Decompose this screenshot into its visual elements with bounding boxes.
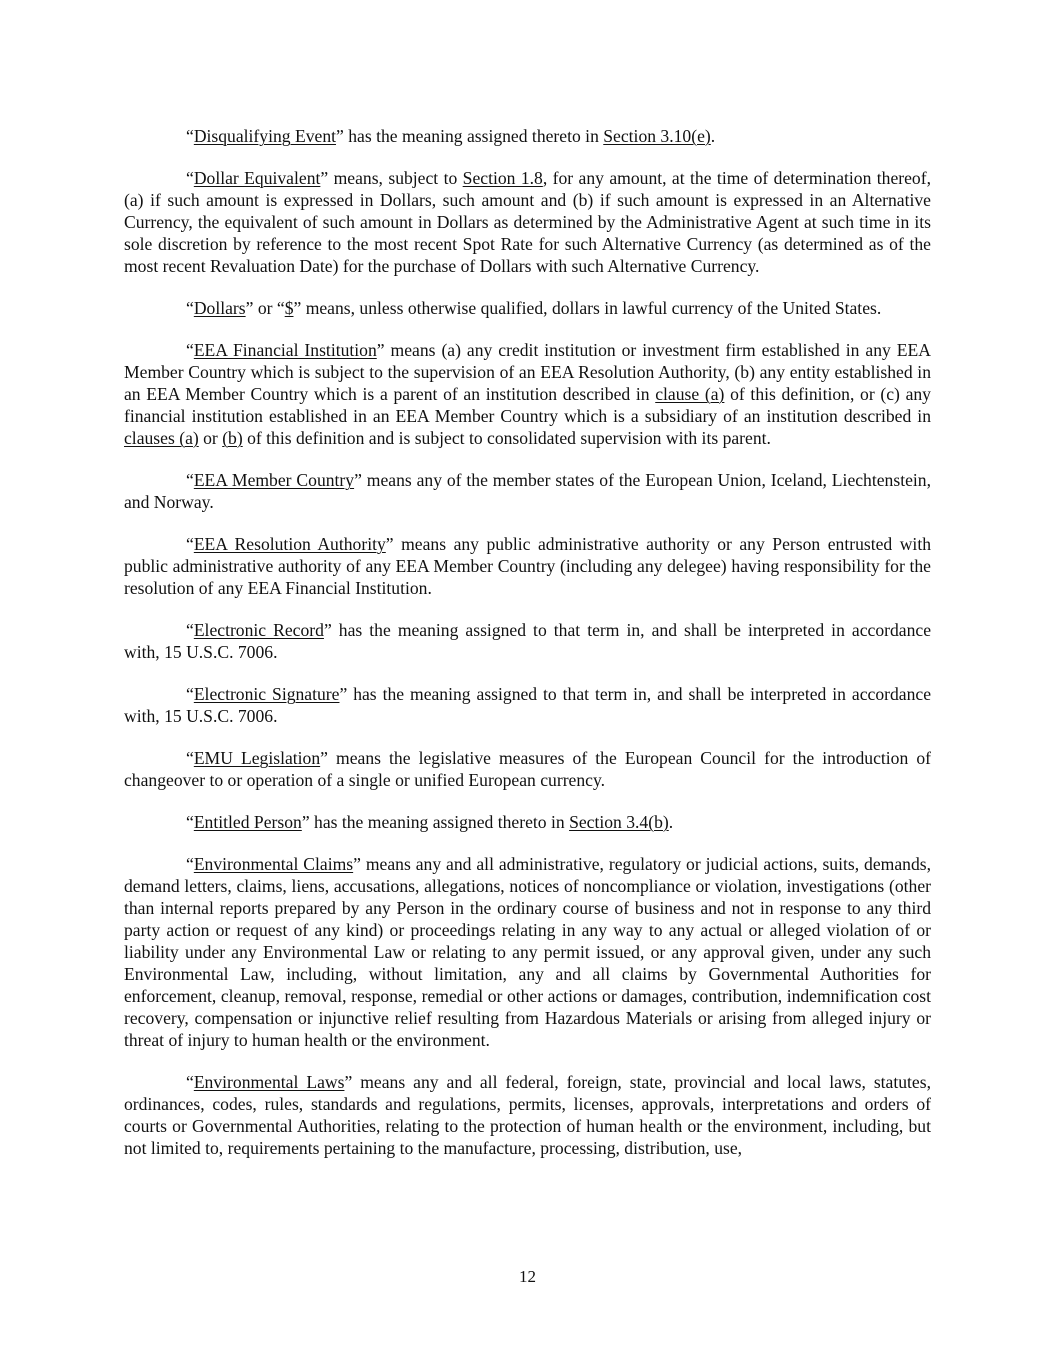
definition-text: “ bbox=[186, 748, 194, 768]
definition-text: ” means any of the member states of the European Union, Iceland, Liechtenstein, and Norway. bbox=[124, 470, 931, 512]
definition-text: “ bbox=[186, 298, 194, 318]
definition-text: ” means, subject to bbox=[320, 168, 463, 188]
underlined-term: Environmental Laws bbox=[193, 1072, 345, 1092]
definition-environmental-claims bbox=[124, 853, 931, 1051]
definition-text: “ bbox=[186, 168, 194, 188]
definition-text: “ bbox=[186, 534, 194, 554]
definition-environmental-laws bbox=[124, 1071, 931, 1159]
underlined-term: Environmental Claims bbox=[193, 854, 354, 874]
definition-text: , for any amount, at the time of determination thereof, (a) if such amount is expressed in Dollars, such amount and (b) if such amount is expressed in an Alternative Currency, the equivalent of such amount in Dollars as determined by the Administrative Agent at such time in its sole discretion by reference to the most recent Spot Rate for such Alternative Currency (as determined as of the most recent Revaluation Date) for the purchase of Dollars with such Alternative Currency. bbox=[124, 168, 931, 276]
definition-text: ” or “ bbox=[245, 298, 285, 318]
definition-eea-member-country bbox=[124, 469, 931, 513]
definition-text: . bbox=[710, 126, 716, 146]
underlined-term: Entitled Person bbox=[193, 812, 302, 832]
underlined-term: EMU Legislation bbox=[193, 748, 321, 768]
underlined-term: Section 3.10(e) bbox=[603, 126, 711, 146]
definition-eea-financial-institution bbox=[124, 339, 931, 449]
definition-text: . bbox=[668, 812, 674, 832]
definition-dollar-equivalent bbox=[124, 167, 931, 277]
definition-dollars bbox=[124, 297, 931, 319]
underlined-term: clauses (a) bbox=[124, 428, 199, 448]
underlined-term: EEA Resolution Authority bbox=[193, 534, 386, 554]
underlined-term: EEA Financial Institution bbox=[193, 340, 377, 360]
underlined-term: Dollar Equivalent bbox=[193, 168, 321, 188]
underlined-term: Dollars bbox=[193, 298, 246, 318]
underlined-term: Electronic Signature bbox=[193, 684, 340, 704]
definition-text: “ bbox=[186, 340, 194, 360]
definition-emu-legislation bbox=[124, 747, 931, 791]
definition-disqualifying-event bbox=[124, 125, 931, 147]
definition-text: ” has the meaning assigned thereto in bbox=[301, 812, 570, 832]
definition-text: ” means the legislative measures of the European Council for the introduction of changeover to or operation of a single or unified European currency. bbox=[124, 748, 931, 790]
underlined-term: Electronic Record bbox=[193, 620, 324, 640]
underlined-term: clause (a) bbox=[655, 384, 725, 404]
definition-text: “ bbox=[186, 812, 194, 832]
definition-eea-resolution-authority bbox=[124, 533, 931, 599]
definition-text: “ bbox=[186, 1072, 194, 1092]
definition-text: ” means (a) any credit institution or investment firm established in any EEA Member Country which is subject to the supervision of an EEA Resolution Authority, (b) any entity established in an EEA Member Country which is a parent of an institution described in bbox=[124, 340, 931, 404]
definition-text: “ bbox=[186, 470, 194, 490]
definition-electronic-signature bbox=[124, 683, 931, 727]
definition-text: of this definition and is subject to consolidated supervision with its parent. bbox=[242, 428, 771, 448]
underlined-term: $ bbox=[284, 298, 294, 318]
underlined-term: EEA Member Country bbox=[193, 470, 355, 490]
page-number: 12 bbox=[519, 1267, 536, 1286]
underlined-term: (b) bbox=[222, 428, 243, 448]
definition-text: ” has the meaning assigned to that term in, and shall be interpreted in accordance with, 15 U.S.C. 7006. bbox=[124, 684, 931, 726]
definition-text: ” means any and all administrative, regulatory or judicial actions, suits, demands, demand letters, claims, liens, accusations, allegations, notices of noncompliance or violation, investigations (other than internal reports prepared by any Person in the ordinary course of business and not in response to any third party action or request of any kind) or proceedings relating in any way to any actual or alleged violation of or liability under any Environmental Law or relating to any permit issued, or any approval given, under any such Environmental Law, including, without limitation, any and all claims by Governmental Authorities for enforcement, cleanup, removal, response, remedial or other actions or damages, contribution, indemnification cost recovery, compensation or injunctive relief resulting from Hazardous Materials or arising from alleged injury or threat of injury to human health or the environment. bbox=[124, 854, 931, 1050]
definition-text: ” has the meaning assigned thereto in bbox=[336, 126, 604, 146]
definition-text: of this definition, or (c) any financial institution established in an EEA Member Country which is a subsidiary of an institution described in bbox=[124, 384, 931, 426]
definition-text: ” means any and all federal, foreign, state, provincial and local laws, statutes, ordinances, codes, rules, standards and regulations, permits, licenses, approvals, interpretations and orders of courts or Governmental Authorities, relating to the protection of human health or the environment, including, but not limited to, requirements pertaining to the manufacture, processing, distribution, use, bbox=[124, 1072, 931, 1158]
definition-text: “ bbox=[186, 620, 194, 640]
definition-text: or bbox=[198, 428, 223, 448]
definition-text: “ bbox=[186, 684, 194, 704]
definition-text: ” means, unless otherwise qualified, dollars in lawful currency of the United States. bbox=[293, 298, 882, 318]
underlined-term: Section 3.4(b) bbox=[569, 812, 669, 832]
underlined-term: Section 1.8 bbox=[462, 168, 543, 188]
definition-text: “ bbox=[186, 854, 194, 874]
definition-entitled-person bbox=[124, 811, 931, 833]
underlined-term: Disqualifying Event bbox=[193, 126, 337, 146]
definitions-body bbox=[124, 125, 931, 1179]
definition-electronic-record bbox=[124, 619, 931, 663]
definition-text: “ bbox=[186, 126, 194, 146]
definition-text: ” means any public administrative authority or any Person entrusted with public administrative authority of any EEA Member Country (including any delegee) having responsibility for the resolution of any EEA Financial Institution. bbox=[124, 534, 931, 598]
definition-text: ” has the meaning assigned to that term in, and shall be interpreted in accordance with, 15 U.S.C. 7006. bbox=[124, 620, 931, 662]
